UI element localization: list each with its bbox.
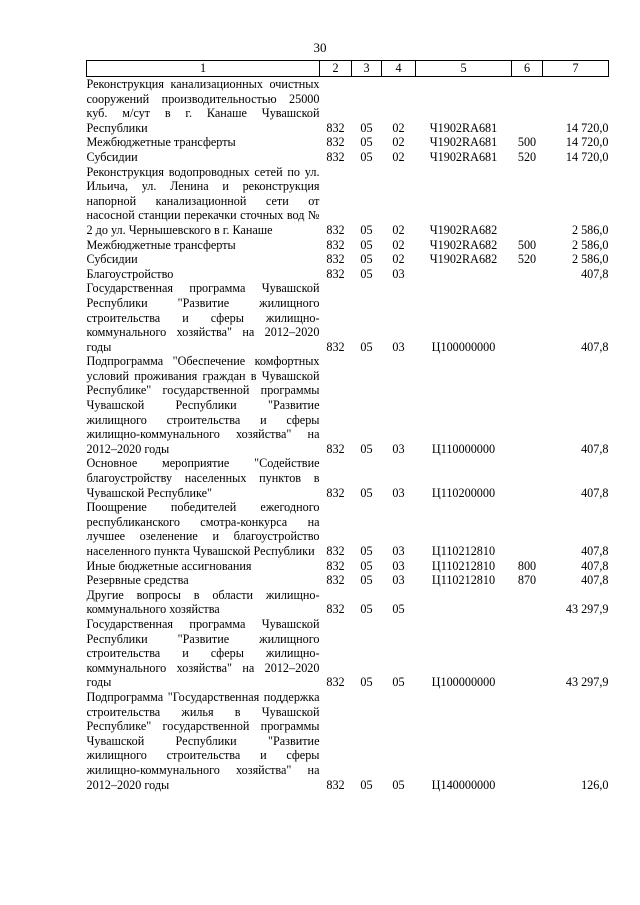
row-subsection: 03 <box>392 485 405 500</box>
row-subsection: 03 <box>392 339 405 354</box>
row-ministry-code: 832 <box>326 485 345 500</box>
table-row <box>87 267 609 282</box>
row-section: 05 <box>360 441 373 456</box>
table-row <box>87 559 609 574</box>
row-section: 05 <box>360 602 373 617</box>
header-col-3: 3 <box>352 61 382 77</box>
row-ministry-code: 832 <box>326 149 345 164</box>
row-target-article: Ч1902RA682 <box>429 222 498 237</box>
row-section: 05 <box>360 544 373 558</box>
row-target-article: Ч1902RA681 <box>429 135 498 150</box>
row-subsection: 02 <box>392 120 405 135</box>
row-amount: 2 586,0 <box>571 237 609 252</box>
row-name: Государственная программа Чувашской Республики "Развитие жилищного строительства и сферы жилищно-коммунального хозяйства" на 2012–2020 годы <box>86 616 320 690</box>
row-name: Межбюджетные трансферты <box>86 135 236 150</box>
row-name: Реконструкция канализационных очистных сооружений производительностью 25000 куб. м/сут в г. Канаше Чувашской Республики <box>86 77 320 135</box>
row-amount: 407,8 <box>581 558 609 573</box>
row-amount: 407,8 <box>581 339 609 354</box>
header-col-5: 5 <box>416 61 512 77</box>
row-section: 05 <box>360 266 373 281</box>
row-amount: 126,0 <box>581 777 609 792</box>
row-amount: 407,8 <box>581 573 609 588</box>
row-name: Иные бюджетные ассигнования <box>86 558 252 573</box>
row-name: Другие вопросы в области жилищно-коммунального хозяйства <box>86 587 320 617</box>
header-col-4: 4 <box>382 61 416 77</box>
row-expense-type <box>512 267 543 282</box>
row-ministry-code: 832 <box>326 339 345 354</box>
row-target-article: Ц110212810 <box>431 558 496 573</box>
row-expense-type: 500 <box>517 135 537 150</box>
row-subsection: 02 <box>392 135 405 150</box>
table-row <box>87 354 609 456</box>
row-name: Субсидии <box>86 252 138 267</box>
row-amount: 2 586,0 <box>571 222 609 237</box>
row-subsection: 05 <box>392 777 405 792</box>
row-section: 05 <box>360 120 373 135</box>
row-target-article: Ч1902RA682 <box>429 252 498 267</box>
row-ministry-code: 832 <box>326 675 345 690</box>
row-ministry-code: 832 <box>326 602 345 617</box>
row-ministry-code: 832 <box>326 237 345 252</box>
row-name: Поощрение победителей ежегодного республиканского смотра-конкурса на лучшее озеленение и благоустройство населенного пункта Чувашской Республики <box>86 500 320 558</box>
row-target-article: Ц110212810 <box>431 573 496 588</box>
row-expense-type <box>512 281 543 354</box>
row-section: 05 <box>360 222 373 237</box>
row-section: 05 <box>360 339 373 354</box>
row-name: Государственная программа Чувашской Республики "Развитие жилищного строительства и сферы жилищно-коммунального хозяйства" на 2012–2020 годы <box>86 281 320 354</box>
row-section: 05 <box>360 675 373 690</box>
row-target-article: Ч1902RA681 <box>429 120 498 135</box>
table-body <box>87 77 609 793</box>
table-header <box>87 61 609 77</box>
row-amount: 14 720,0 <box>565 120 609 135</box>
row-subsection: 03 <box>392 266 405 281</box>
row-target-article: Ц100000000 <box>431 675 496 690</box>
row-expense-type: 520 <box>517 149 537 164</box>
header-row <box>87 61 609 77</box>
row-expense-type <box>512 165 543 238</box>
row-expense-type <box>512 617 543 690</box>
row-target-article: Ц110000000 <box>431 441 496 456</box>
table-row <box>87 456 609 500</box>
table-row <box>87 165 609 238</box>
row-expense-type: 500 <box>517 237 537 252</box>
table-row <box>87 150 609 165</box>
row-ministry-code: 832 <box>326 252 345 267</box>
table-row <box>87 617 609 690</box>
row-subsection: 02 <box>392 149 405 164</box>
row-target-article: Ч1902RA682 <box>429 237 498 252</box>
budget-table <box>86 60 609 792</box>
row-section: 05 <box>360 149 373 164</box>
row-section: 05 <box>360 573 373 588</box>
row-subsection: 03 <box>392 544 405 558</box>
row-subsection: 02 <box>392 252 405 267</box>
row-subsection: 05 <box>392 602 405 617</box>
row-amount: 407,8 <box>581 441 609 456</box>
table-row <box>87 588 609 617</box>
table-row <box>87 500 609 558</box>
row-name: Благоустройство <box>86 266 174 281</box>
row-expense-type <box>512 354 543 456</box>
header-col-7: 7 <box>543 61 609 77</box>
row-name: Подпрограмма "Государственная поддержка строительства жилья в Чувашской Республике" государственной программы Чувашской Республики "Развитие жилищного строительства и сферы жилищно-коммунального хозяйства" на 2012–2020 годы <box>86 689 320 792</box>
table-row <box>87 238 609 253</box>
row-section: 05 <box>360 485 373 500</box>
row-expense-type <box>512 77 543 136</box>
row-ministry-code: 832 <box>326 441 345 456</box>
table-row <box>87 252 609 267</box>
header-col-1: 1 <box>87 61 320 77</box>
row-subsection: 05 <box>392 675 405 690</box>
row-amount: 43 297,9 <box>565 602 609 617</box>
table-row <box>87 690 609 792</box>
row-name: Реконструкция водопроводных сетей по ул. Ильича, ул. Ленина и реконструкция напорной канализационной сети от насосной станции перекачки сточных вод № 2 до ул. Чернышевского в г. Канаше <box>86 164 320 237</box>
row-amount: 407,8 <box>581 544 609 558</box>
row-ministry-code: 832 <box>326 266 345 281</box>
table-row <box>87 281 609 354</box>
row-name: Подпрограмма "Обеспечение комфортных условий проживания граждан в Чувашской Республике" государственной программы Чувашской Республики "Развитие жилищного строительства и сферы жилищно-коммунального хозяйства" на 2012–2020 годы <box>86 354 320 456</box>
row-expense-type: 520 <box>517 252 537 267</box>
row-target-article: Ч1902RA681 <box>429 149 498 164</box>
row-ministry-code: 832 <box>326 135 345 150</box>
header-col-6: 6 <box>512 61 543 77</box>
row-ministry-code: 832 <box>326 120 345 135</box>
row-amount: 407,8 <box>581 485 609 500</box>
row-subsection: 02 <box>392 222 405 237</box>
row-section: 05 <box>360 777 373 792</box>
row-ministry-code: 832 <box>326 222 345 237</box>
table-row <box>87 573 609 588</box>
row-amount: 407,8 <box>581 266 609 281</box>
row-target-article: Ц110212810 <box>431 544 496 558</box>
row-amount: 14 720,0 <box>565 149 609 164</box>
row-section: 05 <box>360 135 373 150</box>
row-name: Межбюджетные трансферты <box>86 237 236 252</box>
row-expense-type <box>512 456 543 500</box>
row-ministry-code: 832 <box>326 573 345 588</box>
row-ministry-code: 832 <box>326 558 345 573</box>
row-expense-type <box>512 500 543 558</box>
row-section: 05 <box>360 252 373 267</box>
row-ministry-code: 832 <box>326 544 345 558</box>
row-expense-type: 800 <box>517 558 537 573</box>
row-target-article: Ц140000000 <box>431 777 496 792</box>
row-ministry-code: 832 <box>326 777 345 792</box>
row-expense-type <box>512 588 543 617</box>
row-subsection: 03 <box>392 441 405 456</box>
row-target-article <box>416 588 512 617</box>
row-expense-type: 870 <box>517 573 537 588</box>
row-target-article <box>416 267 512 282</box>
row-name: Резервные средства <box>86 573 189 588</box>
row-subsection: 02 <box>392 237 405 252</box>
row-section: 05 <box>360 237 373 252</box>
row-name: Основное мероприятие "Содействие благоустройству населенных пунктов в Чувашской Республике" <box>86 456 320 500</box>
row-subsection: 03 <box>392 558 405 573</box>
row-target-article: Ц100000000 <box>431 339 496 354</box>
row-target-article: Ц110200000 <box>431 485 496 500</box>
header-col-2: 2 <box>320 61 352 77</box>
table-row <box>87 77 609 136</box>
page-number: 30 <box>313 40 327 55</box>
row-section: 05 <box>360 558 373 573</box>
row-expense-type <box>512 690 543 792</box>
row-amount: 14 720,0 <box>565 135 609 150</box>
table-row <box>87 135 609 150</box>
row-name: Субсидии <box>86 149 138 164</box>
row-subsection: 03 <box>392 573 405 588</box>
row-amount: 43 297,9 <box>565 675 609 690</box>
row-amount: 2 586,0 <box>571 252 609 267</box>
